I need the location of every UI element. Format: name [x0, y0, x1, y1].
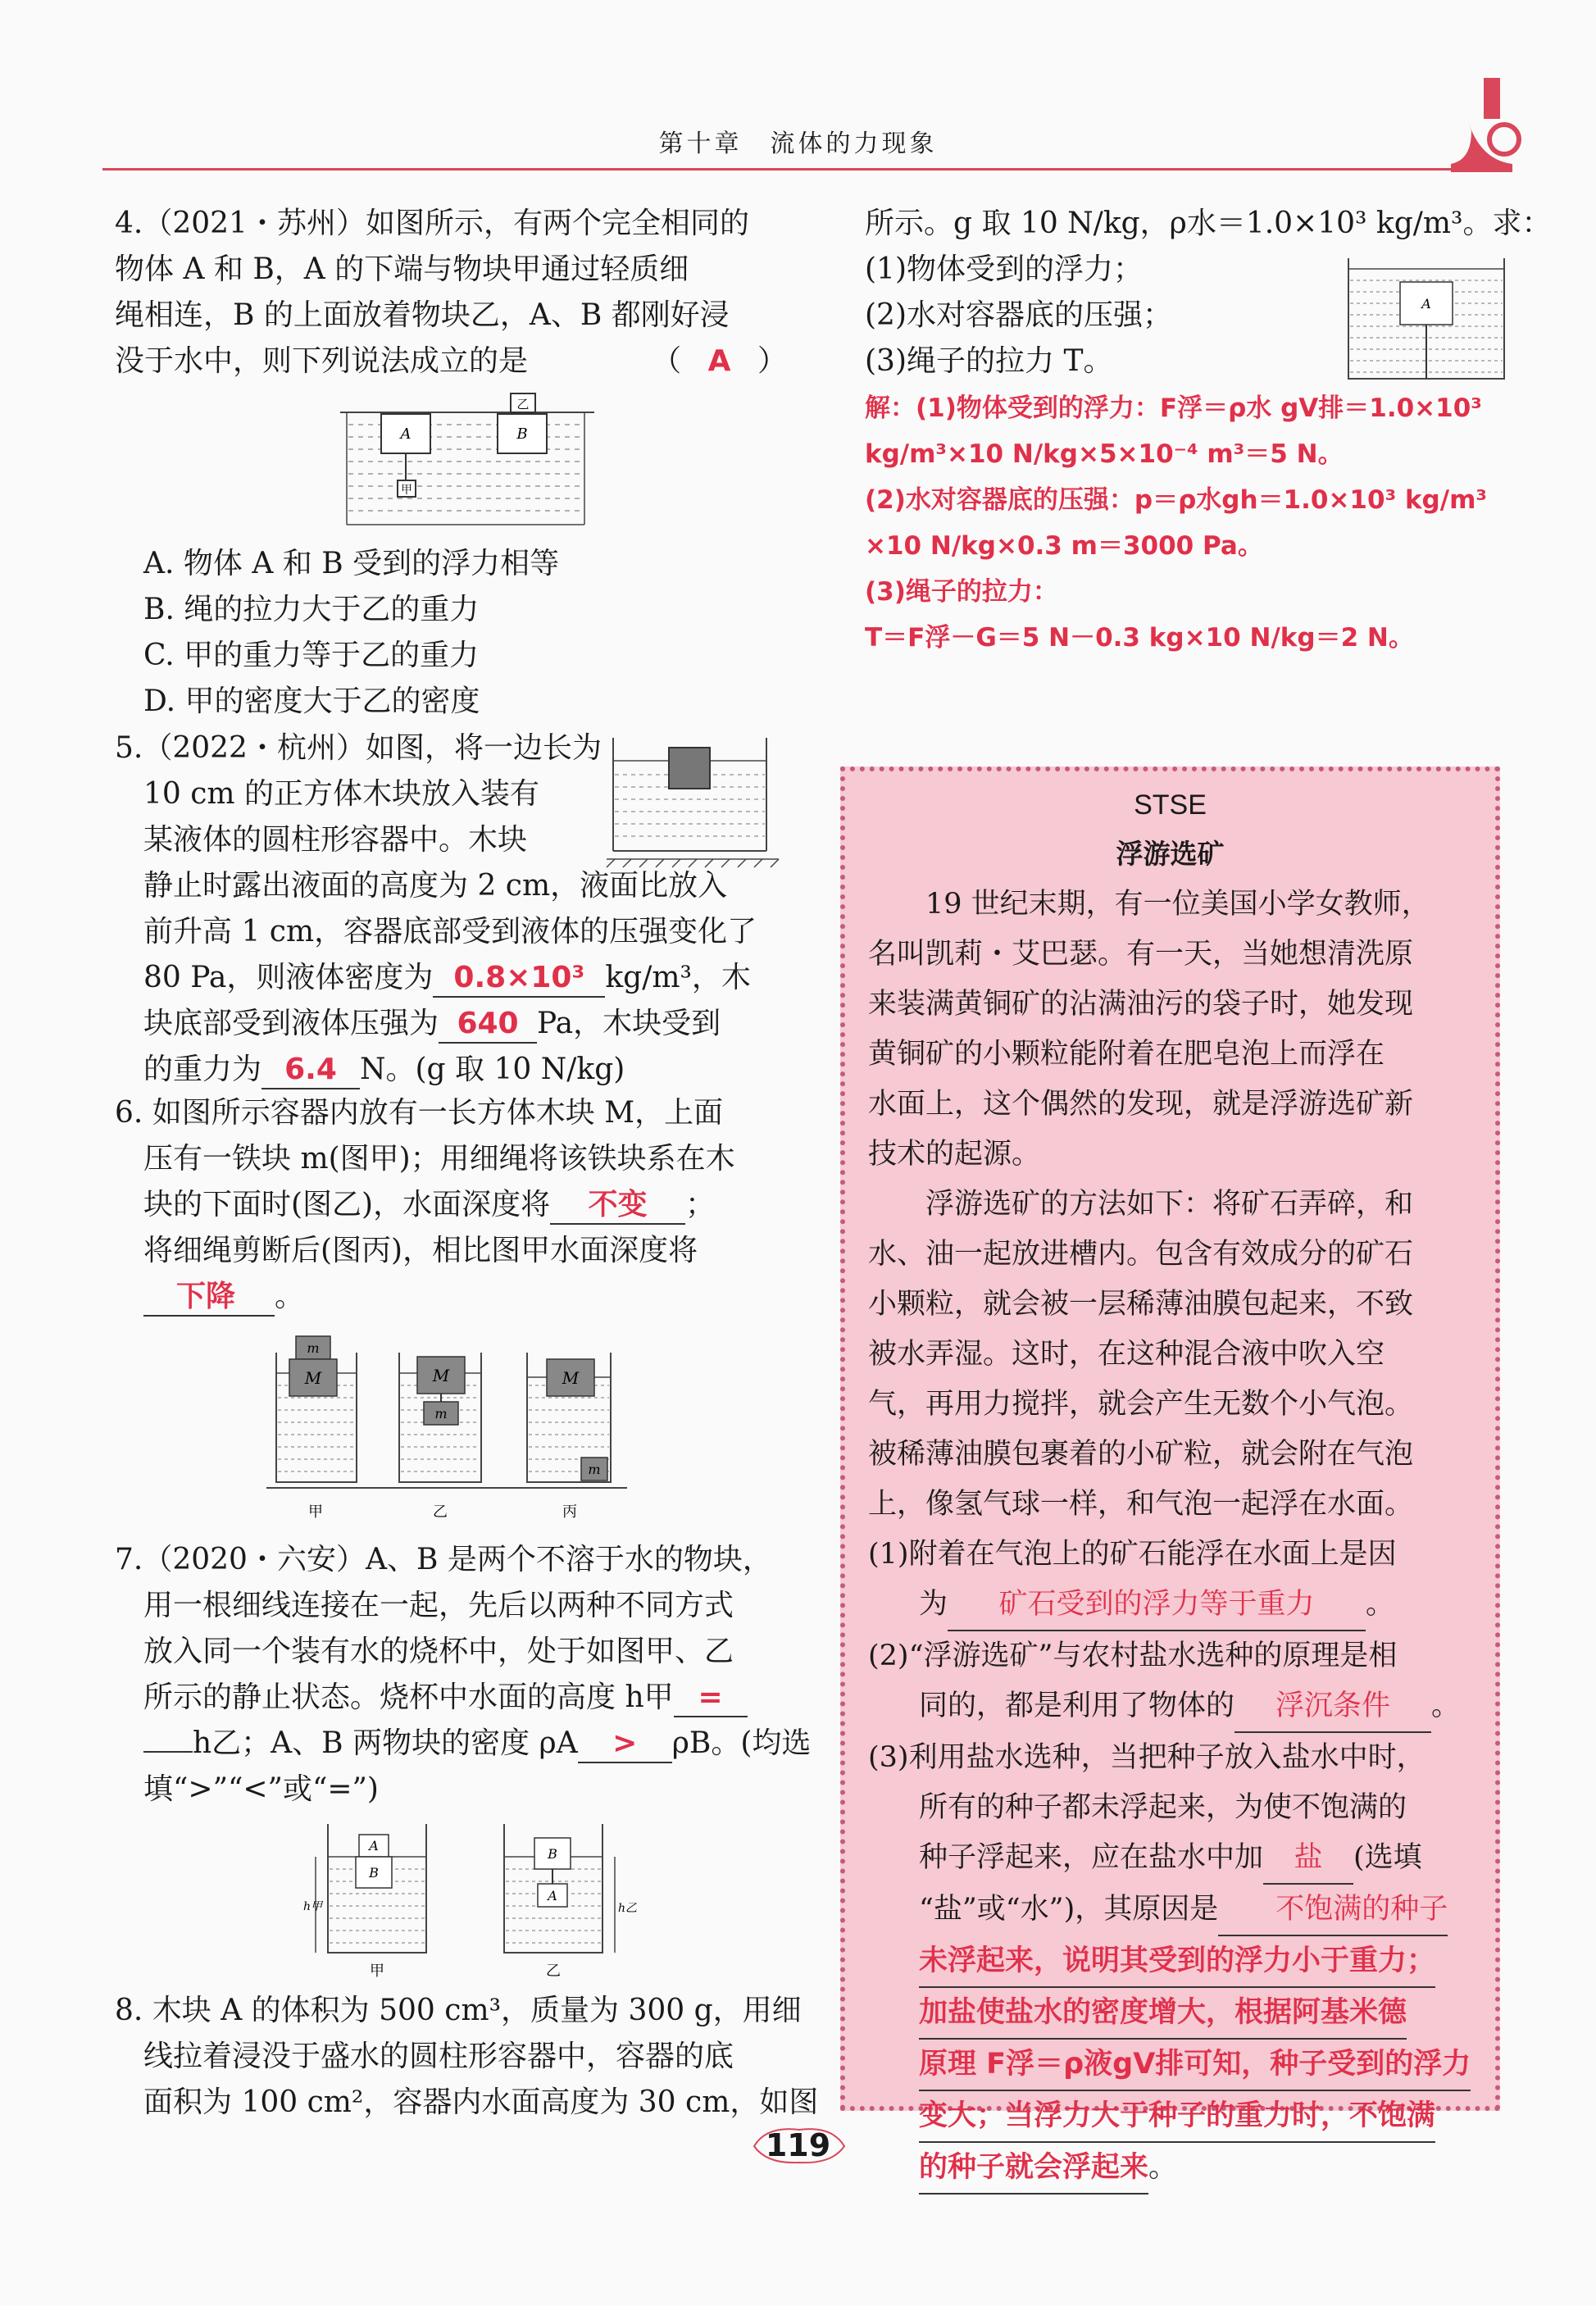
q7-figure — [287, 1820, 638, 1984]
q6-label-M: M — [304, 1368, 322, 1388]
stse-line: 气，再用力搅拌，就会产生无数个小气泡。 — [868, 1388, 1414, 1421]
q7-label-a: A — [548, 1888, 557, 1903]
q6-text: 。 — [275, 1280, 305, 1313]
q5-line: 10 cm 的正方体木块放入装有 — [143, 777, 539, 811]
q8-line: (3)绳子的拉力 T。 — [865, 344, 1113, 378]
bracket-open: （ — [652, 344, 682, 378]
q6-label-jia: 甲 — [308, 1503, 323, 1521]
stse-answer-3b: 的种子就会浮起来 — [919, 2143, 1148, 2195]
solution-line: T＝F浮－G＝5 N－0.3 kg×10 N/kg＝2 N。 — [865, 623, 1414, 653]
q6-label-m: m — [307, 1340, 320, 1356]
stse-text: 为 — [919, 1588, 948, 1621]
q5-text: Pa，木块受到 — [537, 1007, 721, 1040]
q7-label-jia: 甲 — [370, 1963, 384, 1980]
stse-text: 种子浮起来，应在盐水中加 — [919, 1841, 1264, 1874]
q5-line: 5.（2022・杭州）如图，将一边长为 — [115, 731, 602, 765]
q6-container-bing — [527, 1353, 611, 1482]
stse-line: 19 世纪末期，有一位美国小学女教师， — [868, 888, 1430, 921]
q6-label-yi: 乙 — [433, 1503, 448, 1521]
q4-line: 物体 A 和 B，A 的下端与物块甲通过轻质细 — [115, 252, 689, 286]
q8-line: 面积为 100 cm²，容器内水面高度为 30 cm，如图 — [143, 2085, 819, 2119]
q7-label-a: A — [369, 1838, 379, 1853]
q4-option: C. 甲的重力等于乙的重力 — [143, 639, 480, 672]
question-7 — [115, 1537, 812, 1813]
q7-answer-1: = — [674, 1680, 748, 1717]
stse-answer-3a: 盐 — [1263, 1833, 1353, 1885]
stse-text: 同的，都是利用了物体的 — [919, 1690, 1235, 1722]
q7-answer-2: > — [578, 1726, 672, 1763]
stse-line: 浮游选矿的方法如下：将矿石弄碎，和 — [868, 1188, 1414, 1221]
stse-line: 被稀薄油膜包裹着的小矿粒，就会附在气泡 — [868, 1438, 1414, 1471]
stse-q1: (1)附着在气泡上的矿石能浮在水面上是因 — [868, 1538, 1397, 1571]
q6-answer-2: 下降 — [143, 1279, 275, 1317]
q5-answer-pressure: 640 — [439, 1006, 537, 1044]
stse-line: 被水弄湿。这时，在这种混合液中吹入空 — [868, 1338, 1385, 1371]
question-6 — [115, 1090, 795, 1320]
q4-label-jia: 甲 — [401, 484, 412, 497]
q6-container-yi — [399, 1353, 481, 1482]
q5-text: 80 Pa，则液体密度为 — [143, 961, 434, 994]
q6-label-M: M — [432, 1366, 450, 1385]
q5-text: kg/m³，木 — [605, 961, 751, 994]
q6-line: 压有一铁块 m(图甲)；用细绳将该铁块系在木 — [143, 1142, 735, 1176]
q8-line: 所示。g 取 10 N/kg，ρ水＝1.0×10³ kg/m³。求： — [865, 207, 1552, 240]
q7-line: 用一根细线连接在一起，先后以两种不同方式 — [143, 1589, 734, 1622]
stse-q3-line: 所有的种子都未浮起来，为使不饱满的 — [919, 1791, 1407, 1824]
stse-text: (选填 — [1353, 1841, 1422, 1874]
q8-solution — [865, 385, 1487, 661]
stse-line: 技术的起源。 — [868, 1138, 1041, 1171]
chapter-title: 第十章 流体的力现象 — [658, 130, 938, 158]
stse-answer-3b: 未浮起来，说明其受到的浮力小于重力； — [919, 1936, 1435, 1988]
q5-answer-gravity: 6.4 — [261, 1052, 360, 1089]
stse-subtitle: 浮游选矿 — [1116, 838, 1225, 870]
stse-body — [845, 880, 1495, 2195]
stse-text: “盐”或“水”)，其原因是 — [919, 1893, 1219, 1926]
stse-answer-3b: 不饱满的种子 — [1218, 1885, 1448, 1936]
q7-label-b: B — [548, 1846, 557, 1862]
q8-label-a: A — [1421, 296, 1431, 312]
stse-answer-3b: 原理 F浮＝ρ液gV排可知，种子受到的浮力 — [919, 2040, 1471, 2091]
stse-text: 。 — [1366, 1588, 1395, 1621]
q4-label-a: A — [400, 425, 412, 443]
microscope-icon — [1435, 70, 1525, 176]
q6-answer-1: 不变 — [550, 1187, 685, 1225]
q6-figure — [266, 1336, 627, 1533]
q4-option: A. 物体 A 和 B 受到的浮力相等 — [143, 547, 560, 580]
stse-answer-3b: 加盐使盐水的密度增大，根据阿基米德 — [919, 1988, 1407, 2040]
q4-line-text: 没于水中，则下列说法成立的是 — [115, 344, 529, 378]
stse-answer-1: 矿石受到的浮力等于重力 — [948, 1580, 1366, 1631]
q4-figure — [340, 384, 594, 531]
q6-label-m: m — [588, 1462, 601, 1477]
q7-text: 所示的静止状态。烧杯中水面的高度 h甲 — [143, 1681, 674, 1714]
stse-line: 水面上，这个偶然的发现，就是浮游选矿新 — [868, 1088, 1414, 1121]
question-8 — [115, 1988, 819, 2126]
q7-label-yi: 乙 — [546, 1963, 561, 1980]
page-number: 119 — [765, 2127, 831, 2163]
stse-box — [840, 766, 1500, 2184]
q4-label-b: B — [516, 425, 528, 443]
q7-text: h乙；A、B 两物块的密度 ρA — [193, 1726, 578, 1760]
q7-line: 放入同一个装有水的烧杯中，处于如图甲、乙 — [143, 1635, 734, 1668]
q6-text: 块的下面时(图乙)，水面深度将 — [143, 1188, 551, 1221]
q4-options — [143, 541, 559, 725]
q8-figure — [1344, 254, 1508, 385]
q7-beaker-yi — [504, 1824, 637, 1953]
stse-answer-2: 浮沉条件 — [1235, 1681, 1431, 1733]
q7-label-b: B — [369, 1865, 379, 1881]
stse-line: 小颗粒，就会被一层稀薄油膜包起来，不致 — [868, 1288, 1414, 1321]
q8-line: 线拉着浸没于盛水的圆柱形容器中，容器的底 — [143, 2040, 734, 2073]
q4-answer: A — [707, 344, 731, 378]
stse-text: 。 — [1148, 2151, 1178, 2184]
solution-line: ×10 N/kg×0.3 m＝3000 Pa。 — [865, 531, 1263, 561]
q5-line: 某液体的圆柱形容器中。木块 — [143, 823, 528, 857]
q5-line: 前升高 1 cm，容器底部受到液体的压强变化了 — [143, 915, 757, 948]
q7-label-h2: h乙 — [618, 1902, 638, 1915]
stse-q3: (3)利用盐水选种，当把种子放入盐水中时， — [868, 1741, 1425, 1774]
question-4 — [115, 201, 787, 384]
q7-line: 7.（2020・六安）A、B 是两个不溶于水的物块， — [115, 1543, 772, 1576]
q4-line: 4.（2021・苏州）如图所示，有两个完全相同的 — [115, 207, 749, 240]
q5-figure — [607, 730, 783, 869]
q4-option: D. 甲的密度大于乙的密度 — [143, 685, 480, 718]
solution-line: (2)水对容器底的压强：p＝ρ水gh＝1.0×10³ kg/m³ — [865, 485, 1487, 515]
stse-line: 水、油一起放进槽内。包含有效成分的矿石 — [868, 1238, 1414, 1271]
stse-q2: (2)“浮游选矿”与农村盐水选种的原理是相 — [868, 1640, 1398, 1672]
q5-text: N。(g 取 10 N/kg) — [360, 1053, 625, 1086]
q7-blank-tail — [143, 1751, 193, 1753]
bracket-close: ） — [757, 344, 787, 378]
stse-line: 来装满黄铜矿的沾满油污的袋子时，她发现 — [868, 988, 1414, 1021]
q6-line: 将细绳剪断后(图丙)，相比图甲水面深度将 — [143, 1234, 698, 1267]
solution-line: kg/m³×10 N/kg×5×10⁻⁴ m³＝5 N。 — [865, 439, 1344, 469]
solution-line: 解：(1)物体受到的浮力：F浮＝ρ水 gV排＝1.0×10³ — [865, 393, 1482, 423]
q7-label-h1: h甲 — [303, 1900, 323, 1913]
q5-text: 的重力为 — [143, 1053, 262, 1086]
stse-text: 。 — [1431, 1690, 1461, 1722]
q4-line — [115, 339, 787, 384]
q7-beaker-jia — [303, 1824, 426, 1953]
header-divider — [102, 168, 1512, 171]
q5-text: 块底部受到液体压强为 — [143, 1007, 439, 1040]
q7-line: 填“>”“<”或“=”) — [143, 1772, 379, 1806]
q6-label-bing: 丙 — [562, 1503, 577, 1521]
q6-text: ； — [685, 1188, 716, 1221]
q4-label-yi: 乙 — [516, 397, 530, 412]
stse-line: 上，像氢气球一样，和气泡一起浮在水面。 — [868, 1488, 1414, 1521]
stse-answer-3b: 变大；当浮力大于种子的重力时，不饱满 — [919, 2091, 1435, 2143]
solution-line: (3)绳子的拉力： — [865, 577, 1058, 607]
q6-container-jia — [276, 1336, 357, 1482]
q8-line: 8. 木块 A 的体积为 500 cm³，质量为 300 g，用细 — [115, 1994, 802, 2027]
q5-line: 静止时露出液面的高度为 2 cm，液面比放入 — [143, 869, 728, 903]
stse-line: 名叫凯莉・艾巴瑟。有一天，当她想清洗原 — [868, 938, 1414, 971]
q6-label-m: m — [434, 1406, 448, 1421]
stse-line: 黄铜矿的小颗粒能附着在肥皂泡上而浮在 — [868, 1038, 1385, 1071]
q7-text: ρB。(均选 — [671, 1726, 812, 1760]
stse-title: STSE — [1134, 789, 1207, 821]
q6-line: 6. 如图所示容器内放有一长方体木块 M，上面 — [115, 1096, 724, 1130]
q8-line: (2)水对容器底的压强； — [865, 298, 1172, 332]
q8-line: (1)物体受到的浮力； — [865, 252, 1143, 286]
q4-line: 绳相连，B 的上面放着物块乙，A、B 都刚好浸 — [115, 298, 730, 332]
q4-option: B. 绳的拉力大于乙的重力 — [143, 593, 480, 626]
q6-label-M: M — [562, 1368, 580, 1388]
q5-answer-density: 0.8×10³ — [433, 960, 605, 998]
